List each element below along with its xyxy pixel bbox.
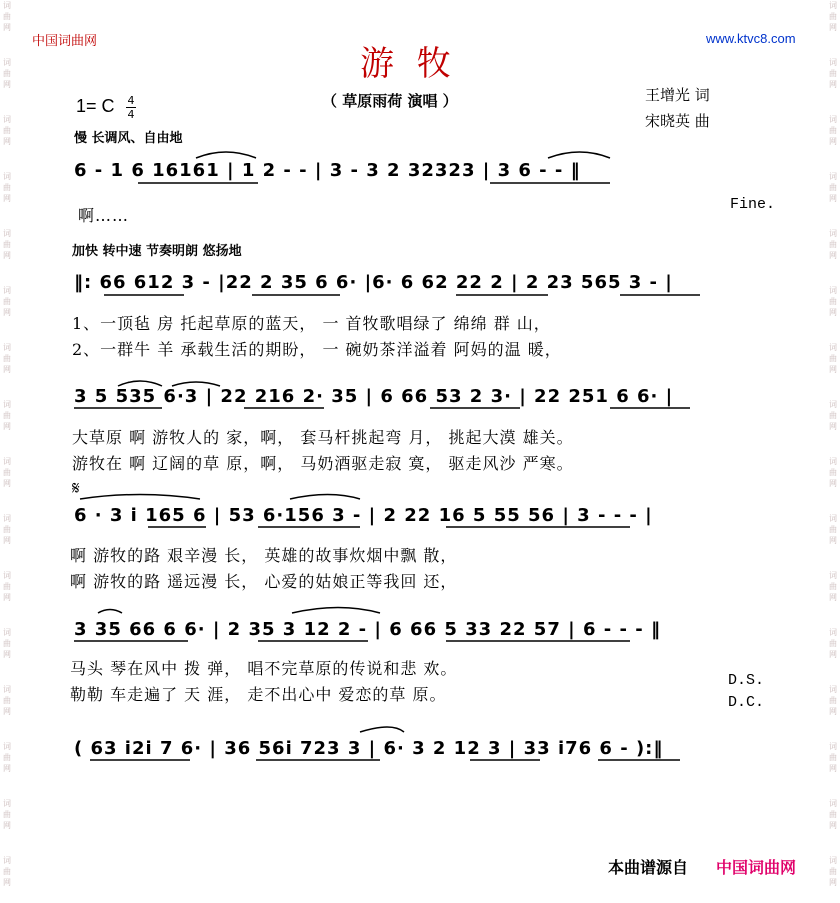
watermark-glyph: 曲 — [3, 696, 11, 705]
watermark-glyph: 网 — [829, 650, 837, 659]
segno-sign: 𝄋 — [72, 478, 80, 499]
watermark-glyph: 词 — [3, 58, 11, 67]
watermark-glyph: 网 — [3, 764, 11, 773]
watermark-glyph: 曲 — [829, 810, 837, 819]
watermark-glyph: 词 — [829, 172, 837, 181]
watermark-glyph: 曲 — [829, 12, 837, 21]
watermark-glyph: 词 — [829, 58, 837, 67]
watermark-glyph: 网 — [829, 821, 837, 830]
watermark-glyph: 网 — [3, 137, 11, 146]
watermark-glyph: 曲 — [829, 525, 837, 534]
watermark-glyph: 曲 — [3, 639, 11, 648]
watermark-glyph: 曲 — [829, 753, 837, 762]
watermark-glyph: 网 — [3, 23, 11, 32]
watermark-glyph: 词 — [3, 457, 11, 466]
system-2-lyric-1: 大草原 啊 游牧人的 家，啊， 套马杆挑起弯 月， 挑起大漠 雄关。 — [72, 428, 574, 447]
watermark-glyph: 网 — [3, 536, 11, 545]
watermark-glyph: 网 — [3, 422, 11, 431]
watermark-glyph: 词 — [829, 742, 837, 751]
watermark-glyph: 网 — [829, 707, 837, 716]
watermark-glyph: 词 — [3, 628, 11, 637]
watermark-glyph: 曲 — [3, 582, 11, 591]
performer-subtitle: （ 草原雨荷 演唱 ） — [322, 92, 458, 110]
watermark-glyph: 词 — [3, 115, 11, 124]
system-1-lyric-2: 2、一群牛 羊 承载生活的期盼， 一 碗奶茶洋溢着 阿妈的温 暖， — [72, 340, 562, 359]
watermark-glyph: 曲 — [3, 126, 11, 135]
watermark-glyph: 词 — [3, 742, 11, 751]
watermark-glyph: 曲 — [829, 126, 837, 135]
source-label: 本曲谱源自 — [608, 858, 689, 877]
watermark-glyph: 网 — [829, 137, 837, 146]
watermark-glyph: 曲 — [3, 411, 11, 420]
watermark-glyph: 网 — [3, 479, 11, 488]
watermark-glyph: 词 — [829, 571, 837, 580]
watermark-glyph: 网 — [3, 251, 11, 260]
watermark-glyph: 网 — [3, 194, 11, 203]
intro-notes: 6 - 1 6 16161 | 1 2 - - | 3 - 3 2 32323 | 3 6 - - ‖ — [74, 160, 581, 181]
watermark-glyph: 词 — [3, 571, 11, 580]
watermark-glyph: 词 — [3, 172, 11, 181]
song-title: 游 牧 — [360, 44, 457, 84]
watermark-glyph: 网 — [3, 593, 11, 602]
watermark-glyph: 词 — [3, 685, 11, 694]
watermark-glyph: 词 — [3, 286, 11, 295]
fine-mark: Fine. — [730, 196, 776, 213]
lyricist-credit: 王增光 词 — [645, 86, 710, 104]
system-3-lyric-1: 啊 游牧的路 艰辛漫 长， 英雄的故事炊烟中飘 散， — [70, 546, 458, 565]
watermark-glyph: 曲 — [3, 69, 11, 78]
system-1-notes: ‖: 66 612 3 - |22 2 35 6 6· |6· 6 62 22 2 | 2 23 565 3 - | — [74, 272, 673, 293]
watermark-glyph: 词 — [829, 400, 837, 409]
watermark-glyph: 曲 — [829, 240, 837, 249]
watermark-glyph: 词 — [829, 685, 837, 694]
system-4-notes: 3 35 66 6 6· | 2 35 3 12 2 - | 6 66 5 33 22 57 | 6 - - - ‖ — [74, 619, 661, 640]
watermark-glyph: 曲 — [829, 183, 837, 192]
watermark-glyph: 词 — [3, 400, 11, 409]
watermark-glyph: 曲 — [3, 468, 11, 477]
watermark-glyph: 曲 — [829, 867, 837, 876]
system-1-lyric-1: 1、一顶毡 房 托起草原的蓝天， 一 首牧歌唱绿了 绵绵 群 山， — [72, 314, 551, 333]
watermark-glyph: 曲 — [829, 411, 837, 420]
watermark-glyph: 词 — [829, 286, 837, 295]
watermark-glyph: 词 — [3, 1, 11, 10]
watermark-glyph: 曲 — [829, 582, 837, 591]
watermark-glyph: 词 — [829, 1, 837, 10]
watermark-glyph: 词 — [3, 856, 11, 865]
watermark-glyph: 曲 — [3, 183, 11, 192]
watermark-glyph: 网 — [829, 308, 837, 317]
watermark-glyph: 词 — [829, 628, 837, 637]
watermark-glyph: 网 — [829, 536, 837, 545]
key-signature: 1= C — [76, 96, 115, 116]
watermark-glyph: 词 — [3, 799, 11, 808]
watermark-glyph: 词 — [829, 856, 837, 865]
watermark-glyph: 词 — [829, 514, 837, 523]
watermark-glyph: 曲 — [829, 639, 837, 648]
watermark-glyph: 曲 — [3, 810, 11, 819]
watermark-glyph: 网 — [829, 251, 837, 260]
watermark-glyph: 曲 — [829, 69, 837, 78]
system-3-lyric-2: 啊 游牧的路 遥远漫 长， 心爱的姑娘正等我回 还， — [70, 572, 458, 591]
system-2-lyric-2: 游牧在 啊 辽阔的草 原，啊， 马奶酒驱走寂 寞， 驱走风沙 严寒。 — [72, 454, 574, 473]
watermark-glyph: 词 — [3, 343, 11, 352]
watermark-glyph: 网 — [3, 878, 11, 887]
intro-lyric: 啊…… — [78, 206, 130, 225]
section2-tempo: 加快 转中速 节奏明朗 悠扬地 — [72, 244, 242, 259]
watermark-glyph: 词 — [829, 799, 837, 808]
watermark-glyph: 曲 — [3, 12, 11, 21]
watermark-glyph: 网 — [829, 194, 837, 203]
watermark-glyph: 曲 — [3, 240, 11, 249]
watermark-glyph: 网 — [829, 764, 837, 773]
watermark-glyph: 网 — [3, 308, 11, 317]
watermark-glyph: 网 — [829, 878, 837, 887]
site-name-left[interactable]: 中国词曲网 — [32, 34, 98, 49]
watermark-glyph: 曲 — [3, 525, 11, 534]
watermark-glyph: 曲 — [829, 354, 837, 363]
watermark-glyph: 曲 — [829, 297, 837, 306]
watermark-glyph: 网 — [3, 80, 11, 89]
watermark-glyph: 词 — [3, 229, 11, 238]
system-4-lyric-1: 马头 琴在风中 拨 弹， 唱不完草原的传说和悲 欢。 — [70, 659, 458, 678]
watermark-glyph: 词 — [829, 229, 837, 238]
watermark-glyph: 网 — [829, 23, 837, 32]
watermark-glyph: 网 — [829, 80, 837, 89]
watermark-glyph: 网 — [829, 422, 837, 431]
composer-credit: 宋晓英 曲 — [645, 112, 710, 130]
watermark-glyph: 词 — [829, 457, 837, 466]
watermark-glyph: 网 — [829, 593, 837, 602]
watermark-glyph: 网 — [829, 479, 837, 488]
time-bottom: 4 — [127, 108, 135, 121]
watermark-glyph: 网 — [829, 365, 837, 374]
watermark-glyph: 曲 — [829, 468, 837, 477]
system-3-notes: 6 · 3 i 165 6 | 53 6·156 3 - | 2 22 16 5 55 56 | 3 - - - | — [74, 505, 653, 526]
site-url-right[interactable]: www.ktvc8.com — [706, 31, 796, 46]
ds-mark: D.S. — [728, 672, 765, 689]
system-4-lyric-2: 勒勒 车走遍了 天 涯， 走不出心中 爱恋的草 原。 — [70, 685, 447, 704]
watermark-glyph: 曲 — [3, 867, 11, 876]
system-5-notes: ( 63 i2i 7 6· | 36 56i 723 3 | 6· 3 2 12 3 | 33 i76 6 - ):‖ — [74, 738, 664, 759]
system-2-notes: 3 5 535 6·3 | 22 216 2· 35 | 6 66 53 2 3· | 22 251 6 6· | — [74, 386, 674, 407]
watermark-glyph: 曲 — [3, 297, 11, 306]
watermark-glyph: 词 — [829, 343, 837, 352]
watermark-glyph: 网 — [3, 707, 11, 716]
watermark-glyph: 曲 — [829, 696, 837, 705]
watermark-glyph: 曲 — [3, 354, 11, 363]
tempo-marking: 慢 长调风、自由地 — [74, 131, 183, 146]
watermark-glyph: 词 — [829, 115, 837, 124]
watermark-glyph: 网 — [3, 365, 11, 374]
watermark-glyph: 曲 — [3, 753, 11, 762]
watermark-glyph: 词 — [3, 514, 11, 523]
time-top: 4 — [127, 94, 135, 107]
source-site-link[interactable]: 中国词曲网 — [716, 858, 797, 877]
watermark-glyph: 网 — [3, 821, 11, 830]
watermark-glyph: 网 — [3, 650, 11, 659]
dc-mark: D.C. — [728, 694, 765, 711]
